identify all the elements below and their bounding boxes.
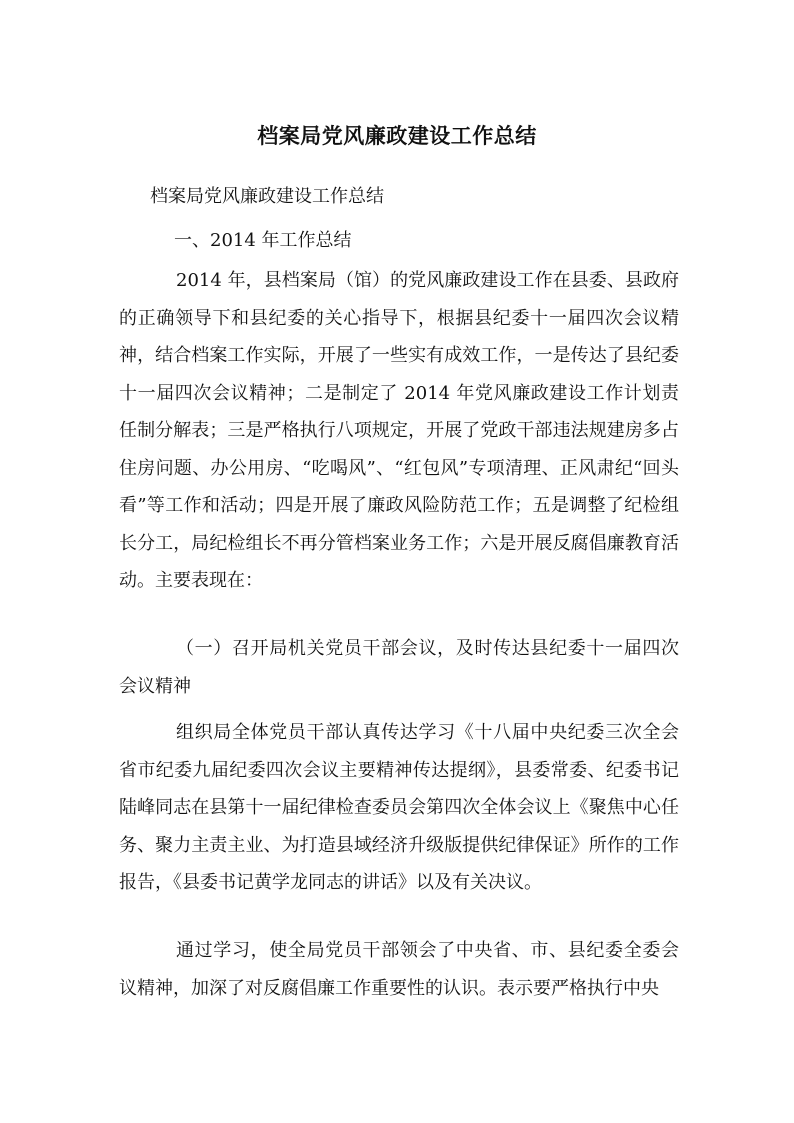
paragraph-outcome: 通过学习，使全局党员干部领会了中央省、市、县纪委全委会议精神，加深了对反腐倡廉工作重要性的认识。表示要严格执行中央 [119,940,679,999]
document-subtitle: 档案局党风廉政建设工作总结 [150,186,384,207]
paragraph-intro: 2014 年，县档案局（馆）的党风廉政建设工作在县委、县政府的正确领导下和县纪委的关心指导下，根据县纪委十一届四次会议精神，结合档案工作实际，开展了一些实有成效工作，一是传达了县纪委十一届四次会议精神；二是制定了 2014 年党风廉政建设工作计划责任制分解表；三是严格执行八项规定，开展了党政干部违法规建房多占住房问题、办公用房、“吃喝风”、“红包风”专项清理、正风肃纪“回头看”等工作和活动；四是开展了廉政风险防范工作；五是调整了纪检组长分工，局纪检组长不再分管档案业务工作；六是开展反腐倡廉教育活动。主要表现在： [119,270,679,591]
paragraph-study: 组织局全体党员干部认真传达学习《十八届中央纪委三次全会省市纪委九届纪委四次会议主要精神传达提纲》，县委常委、纪委书记陆峰同志在县第十一届纪律检查委员会第四次全体会议上《聚焦中心任务、聚力主责主业、为打造县域经济升级版提供纪律保证》所作的工作报告，《县委书记黄学龙同志的讲话》以及有关决议。 [119,722,679,893]
paragraph-subheading-1: （一）召开局机关党员干部会议，及时传达县纪委十一届四次会议精神 [119,638,679,697]
section-heading: 一、2014 年工作总结 [174,230,352,251]
document-title: 档案局党风廉政建设工作总结 [257,123,537,148]
